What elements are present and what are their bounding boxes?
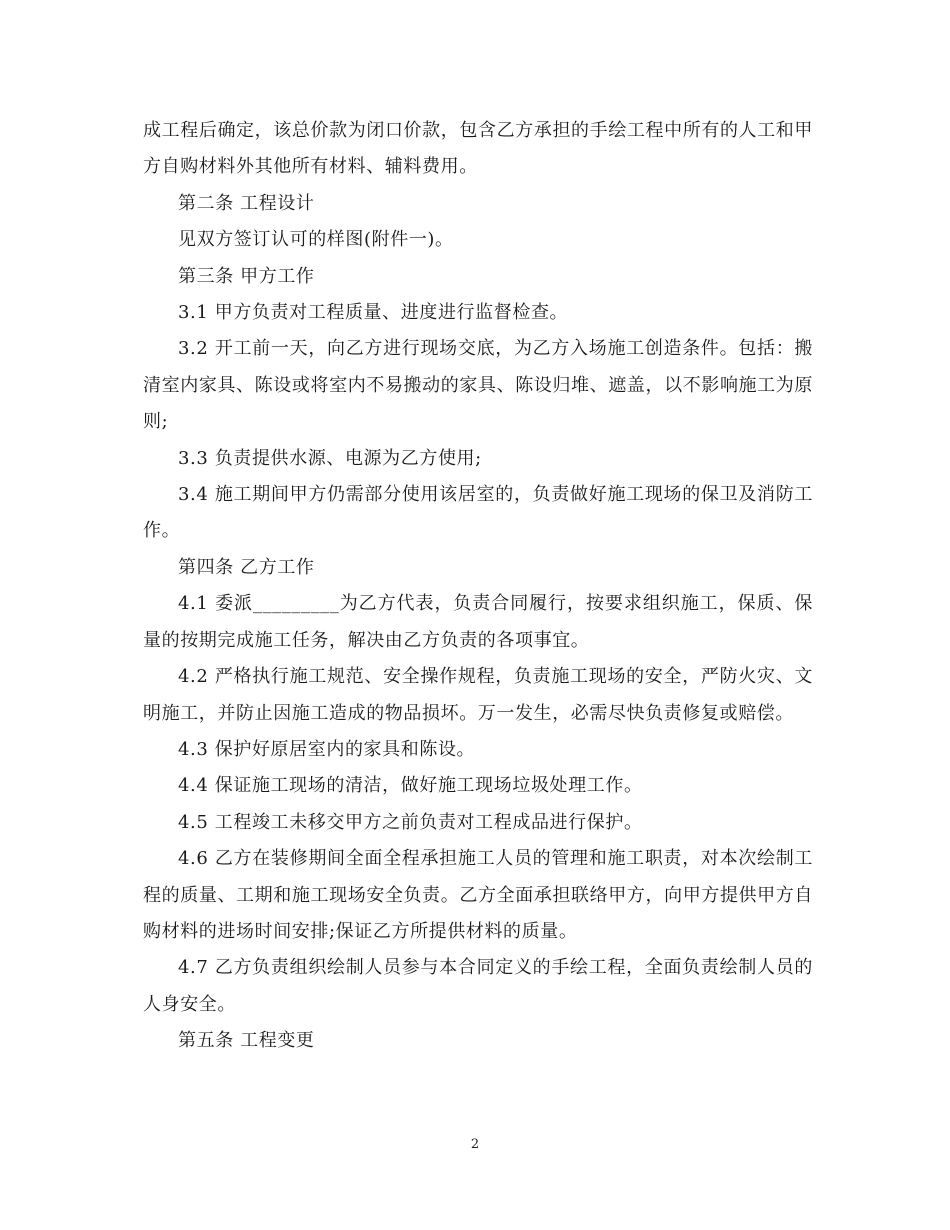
clause-4-3: 4.3 保护好原居室内的家具和陈设。 [178,738,476,760]
clause-4-5: 4.5 工程竣工未移交甲方之前负责对工程成品进行保护。 [178,811,643,833]
clause-3-2: 3.2 开工前一天，向乙方进行现场交底，为乙方入场施工创造条件。包括：搬清室内家具、陈设或将室内不易搬动的家具、陈设归堆、遮盖，以不影响施工为原则; [143,338,813,433]
clause-4-1: 4.1 委派_________为乙方代表，负责合同履行，按要求组织施工，保质、保量的按期完成施工任务，解决由乙方负责的各项事宜。 [143,593,813,651]
article-heading-3: 第三条 甲方工作 [178,265,315,287]
clause-4-2: 4.2 严格执行施工规范、安全操作规程，负责施工现场的安全，严防火灾、文明施工，并防止因施工造成的物品损坏。万一发生，必需尽快负责修复或赔偿。 [143,666,813,724]
article-heading-2: 第二条 工程设计 [178,192,315,214]
article-heading-4: 第四条 乙方工作 [178,556,315,578]
paragraph-continuation: 成工程后确定，该总价款为闭口价款，包含乙方承担的手绘工程中所有的人工和甲方自购材料外其他所有材料、辅料费用。 [143,120,813,178]
page-number: 2 [470,1137,480,1152]
clause-4-4: 4.4 保证施工现场的清洁，做好施工现场垃圾处理工作。 [178,775,643,797]
clause-4-7: 4.7 乙方负责组织绘制人员参与本合同定义的手绘工程，全面负责绘制人员的人身安全。 [143,957,813,1015]
article-heading-5: 第五条 工程变更 [178,1030,315,1052]
clause-3-3: 3.3 负责提供水源、电源为乙方使用; [178,447,482,469]
document-body [143,113,813,1060]
clause-3-1: 3.1 甲方负责对工程质量、进度进行监督检查。 [178,302,569,324]
clause-4-6: 4.6 乙方在装修期间全面全程承担施工人员的管理和施工职责，对本次绘制工程的质量、工期和施工现场安全负责。乙方全面承担联络甲方，向甲方提供甲方自购材料的进场时间安排;保证乙方所提供材料的质量。 [143,848,813,942]
clause-3-4: 3.4 施工期间甲方仍需部分使用该居室的，负责做好施工现场的保卫及消防工作。 [143,484,813,542]
paragraph: 见双方签订认可的样图(附件一)。 [178,229,454,251]
